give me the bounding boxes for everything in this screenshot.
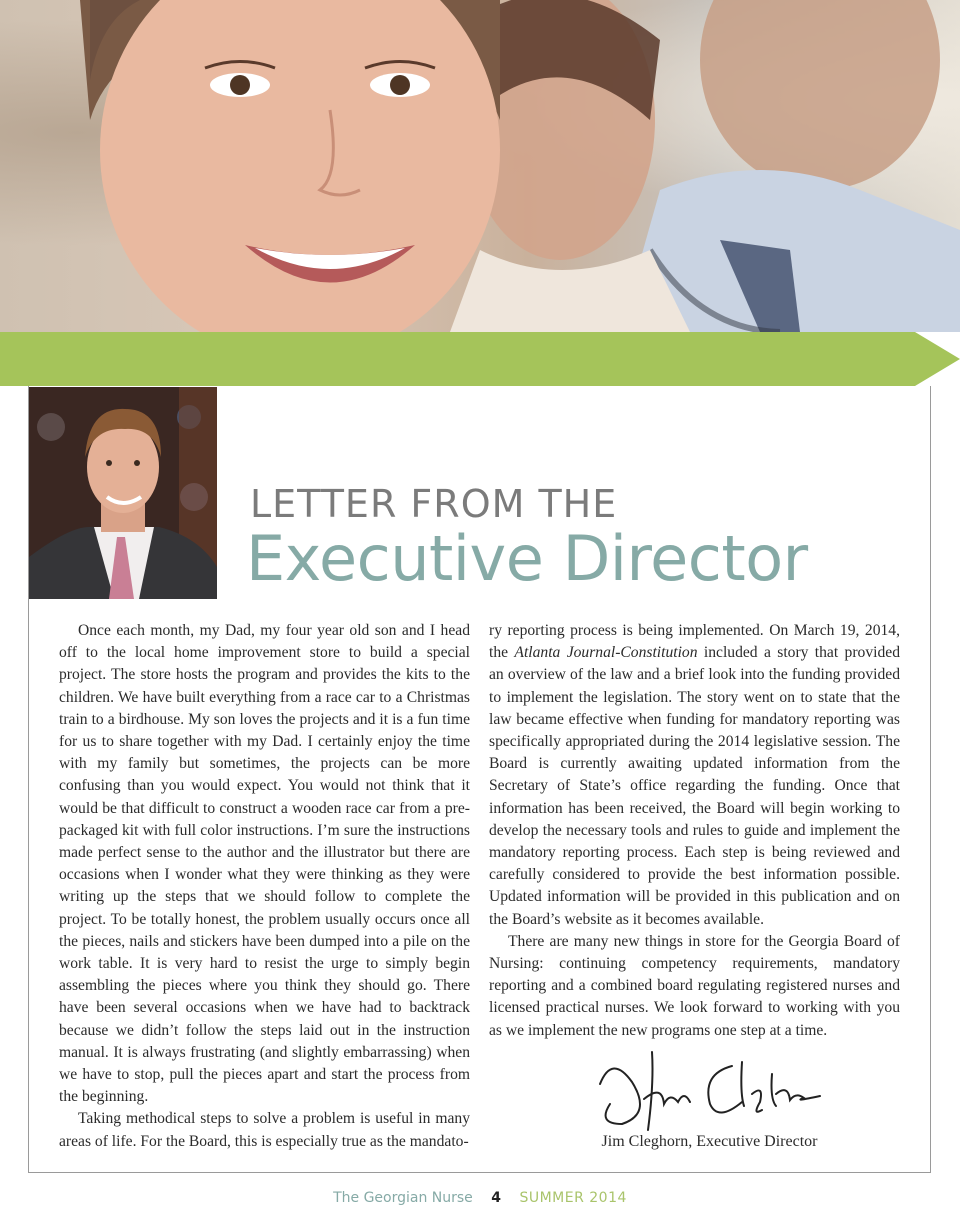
- paragraph: Once each month, my Dad, my four year old son and I head off to the local home improvement store to build a special project. The store hosts the program and provides the kits to the children. We have built everything from a race car to a Christmas train to a birdhouse. My son loves the projects and it is a fun time for us to share together with my Dad. I certainly enjoy the time with my family but sometimes, the projects can be more confusing than you would expect. You would not think that it would be that difficult to construct a wooden race car from a pre-packaged kit with full color instructions. I’m sure the instructions made perfect sense to the author and the illustrator but there are occasions when I wonder what they were thinking as they were writing up the steps that we should follow to complete the project. To be totally honest, the problem usually occurs once all the pieces, nails and stickers have been dumped into a pile on the work table. It is very hard to resist the urge to simply begin assembling the pieces where you think they should go. There have been several occasions when we have had to backtrack because we didn’t follow the steps laid out in the instruction manual. It is always frustrating (and slightly embarrassing) when we have to stop, pull the pieces apart and start the process from the beginning.: [59, 622, 470, 1106]
- issue-label: SUMMER 2014: [519, 1190, 627, 1206]
- text-run: ry reporting process is being implemented. On March 19, 2014, the: [489, 622, 900, 662]
- publication-name: The Georgian Nurse: [333, 1190, 473, 1206]
- paragraph: [489, 620, 900, 931]
- accent-arrow-band: [0, 332, 960, 386]
- right-column: [489, 620, 900, 1042]
- handwritten-signature: [592, 1044, 822, 1134]
- text-run: included a story that provided an overview of the law and a brief look into the funding provided to implement the legislation. The story went on to state that the law became effective when funding for mandatory reporting was specifically appropriated during the 2014 legislative session. The Board is currently awaiting updated information from the Secretary of State’s office regarding the funding. Once that information has been received, the Board will begin working to develop the necessary tools and rules to guide and implement the mandatory reporting process. Each step is being reviewed and carefully considered to provide the best information possible. Updated information will be provided in this publication and on the Board’s website as it becomes available.: [489, 644, 900, 928]
- left-column: [59, 620, 470, 1153]
- page-footer: [0, 1190, 960, 1206]
- director-portrait: [29, 387, 217, 599]
- page-title: Executive Director: [246, 522, 808, 595]
- paragraph: There are many new things in store for the Georgia Board of Nursing: continuing competency requirements, mandatory reporting and a combined board regulating registered nurses and licensed practical nurses. We look forward to working with you as we implement the new programs one step at a time.: [489, 932, 900, 1039]
- hero-photo: [0, 0, 960, 332]
- page-number: 4: [491, 1190, 501, 1206]
- signature-caption: Jim Cleghorn, Executive Director: [601, 1133, 818, 1150]
- heading-kicker: LETTER FROM THE: [250, 482, 618, 526]
- newspaper-title: Atlanta Journal-Constitution: [514, 644, 698, 662]
- paragraph: Taking methodical steps to solve a problem is useful in many areas of life. For the Board, this is especially true as the mandato-: [59, 1110, 470, 1150]
